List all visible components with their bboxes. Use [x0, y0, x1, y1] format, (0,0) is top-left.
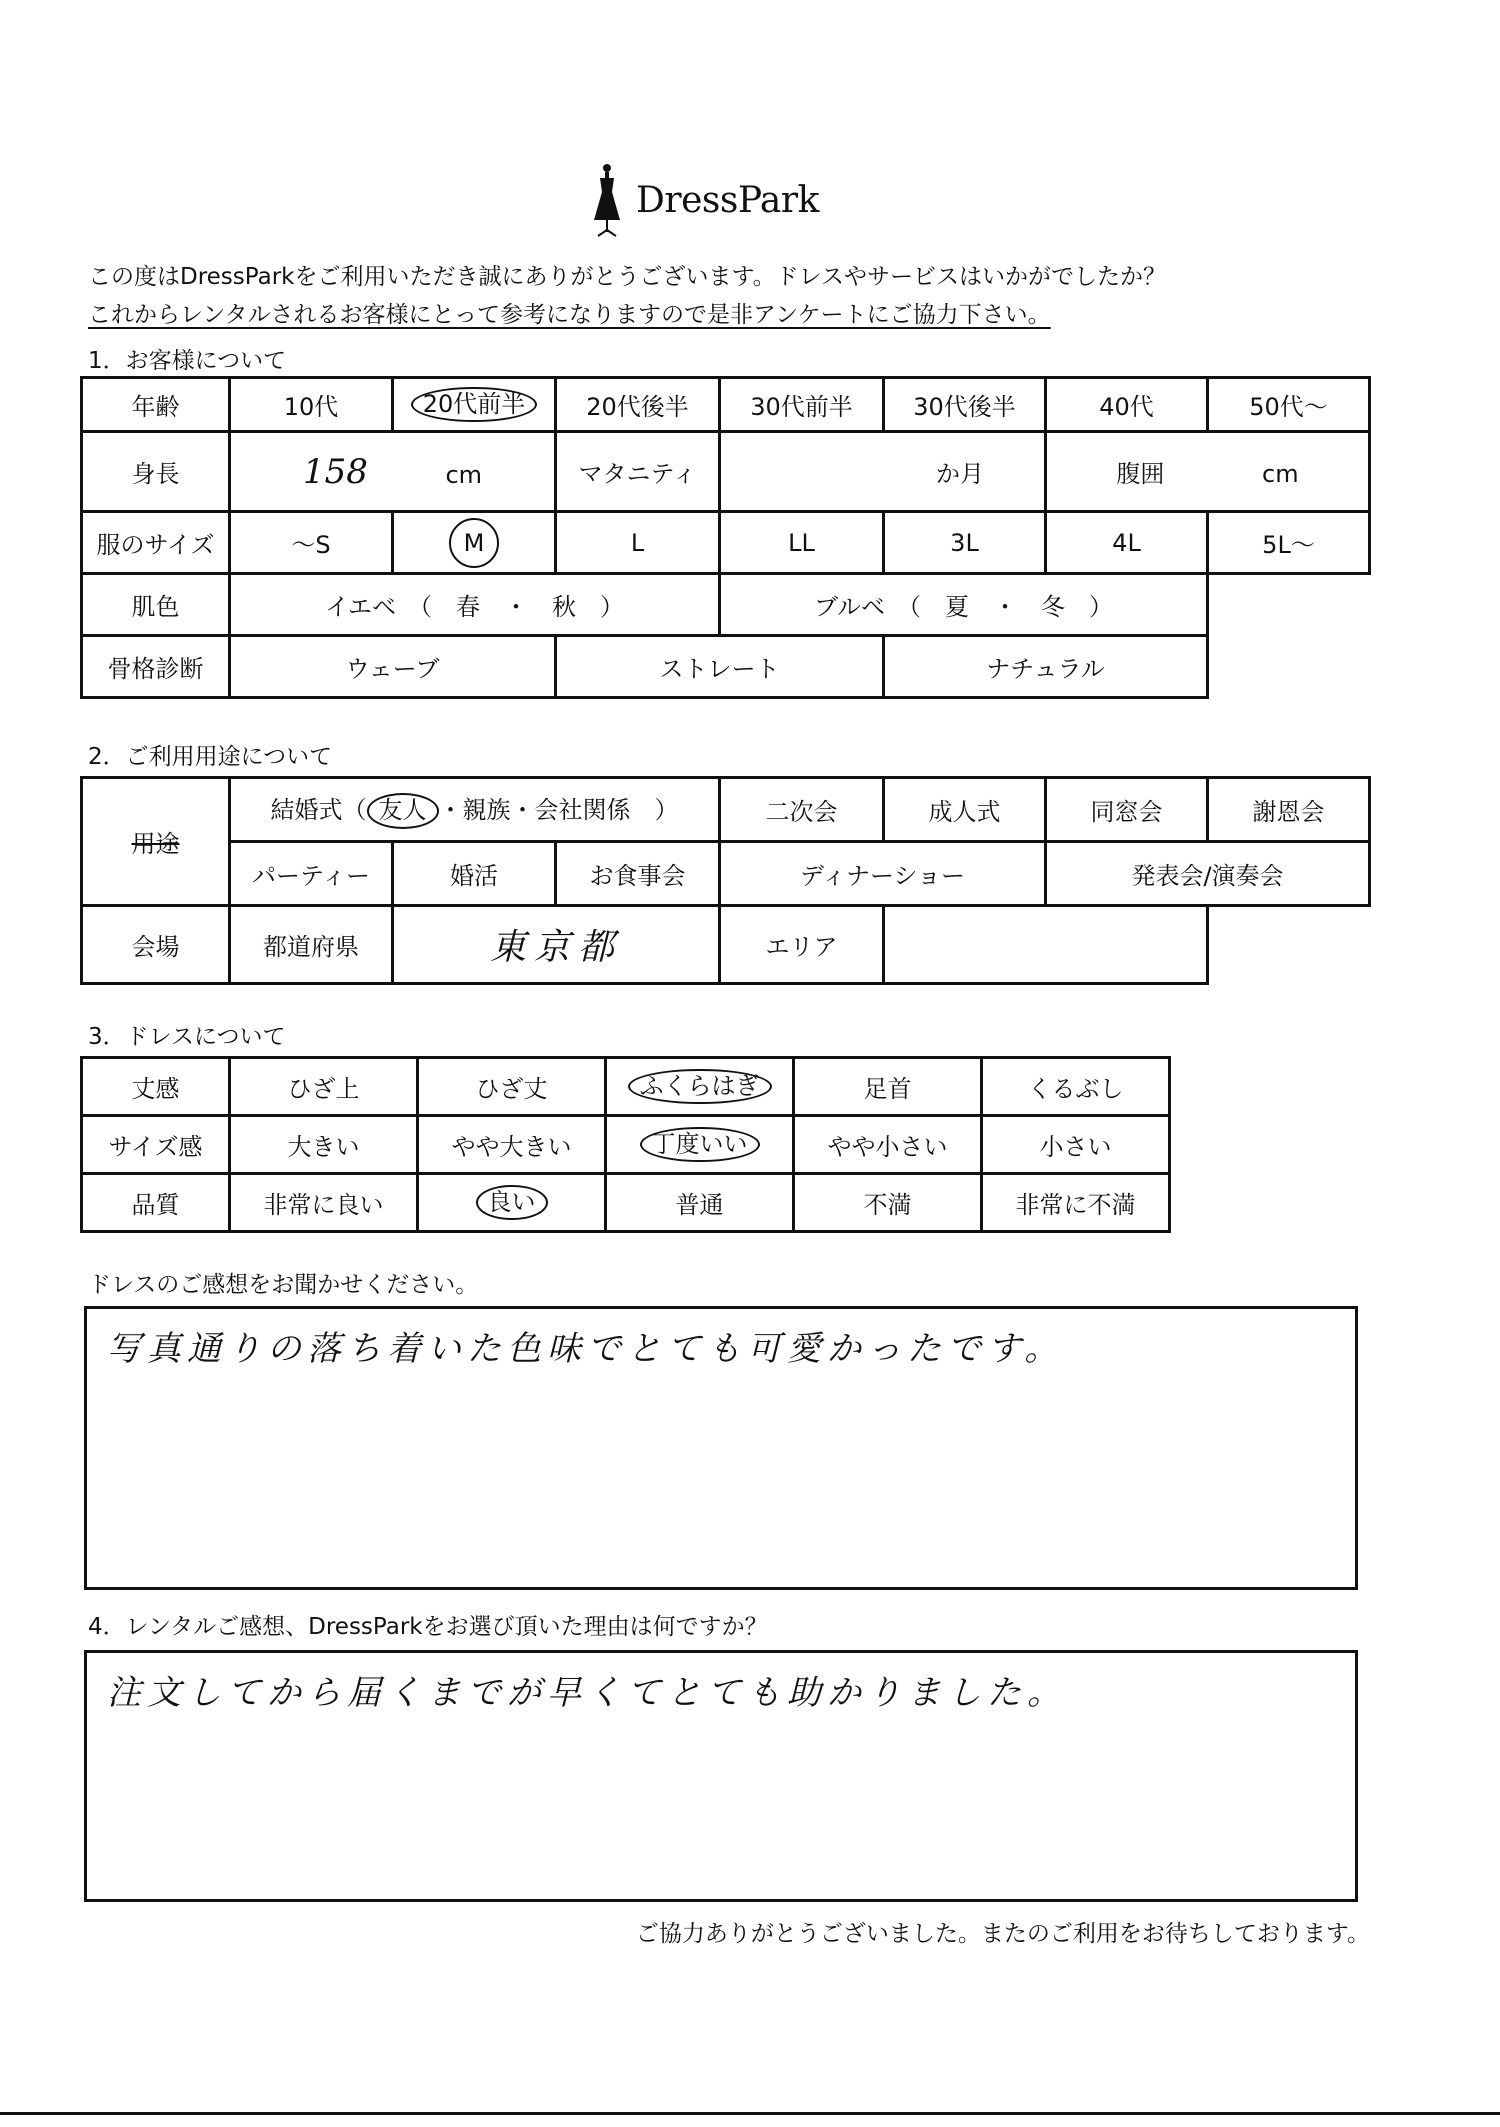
- size-label: 服のサイズ: [82, 512, 230, 574]
- waist-unit: cm: [1262, 460, 1299, 488]
- size-option[interactable]: LL: [720, 512, 884, 574]
- purpose-option[interactable]: お食事会: [556, 842, 720, 906]
- brand-name: DressPark: [636, 179, 819, 221]
- selection-circle: ふくらはぎ: [628, 1069, 772, 1105]
- length-row: [82, 1058, 1170, 1116]
- skin-row: [82, 574, 1370, 636]
- quality-option[interactable]: 非常に良い: [230, 1174, 418, 1232]
- dress-mannequin-icon: [590, 162, 624, 238]
- age-row: [82, 378, 1370, 432]
- customer-table: [80, 376, 1371, 699]
- purpose-option[interactable]: パーティー: [230, 842, 393, 906]
- age-option-selected[interactable]: [393, 378, 556, 432]
- frame-label: 骨格診断: [82, 636, 230, 698]
- maternity-unit: か月: [936, 460, 984, 488]
- area-field[interactable]: [884, 906, 1208, 984]
- size-option[interactable]: 〜S: [230, 512, 393, 574]
- fit-option[interactable]: やや小さい: [794, 1116, 982, 1174]
- venue-label: 会場: [82, 906, 230, 984]
- bottom-rule: [0, 2112, 1500, 2115]
- selection-circle: 20代前半: [411, 387, 538, 423]
- closing-message: ご協力ありがとうございました。またのご利用をお待ちしております。: [635, 1921, 1370, 1947]
- reason-comment-text: 注文してから届くまでが早くてとても助かりました。: [107, 1673, 1067, 1713]
- maternity-field[interactable]: [720, 432, 1046, 512]
- quality-option[interactable]: 非常に不満: [982, 1174, 1170, 1232]
- dress-comment-box[interactable]: [84, 1306, 1358, 1590]
- fit-label: サイズ感: [82, 1116, 230, 1174]
- age-option[interactable]: 10代: [230, 378, 393, 432]
- maternity-label: マタニティ: [556, 432, 720, 512]
- purpose-table: [80, 776, 1371, 985]
- length-option[interactable]: ひざ上: [230, 1058, 418, 1116]
- prefecture-field[interactable]: [393, 906, 720, 984]
- skin-yellow-option[interactable]: イエベ （ 春 ・ 秋 ）: [230, 574, 720, 636]
- quality-label: 品質: [82, 1174, 230, 1232]
- frame-row: [82, 636, 1370, 698]
- age-option[interactable]: 20代後半: [556, 378, 720, 432]
- size-option[interactable]: L: [556, 512, 720, 574]
- fit-option[interactable]: やや大きい: [418, 1116, 606, 1174]
- length-option-selected[interactable]: [606, 1058, 794, 1116]
- waist-label: 腹囲: [1116, 460, 1165, 488]
- selection-circle: 丁度いい: [640, 1127, 760, 1163]
- size-option[interactable]: 3L: [884, 512, 1046, 574]
- length-option[interactable]: 足首: [794, 1058, 982, 1116]
- purpose-option[interactable]: 謝恩会: [1208, 778, 1370, 842]
- quality-row: [82, 1174, 1170, 1232]
- height-label: 身長: [82, 432, 230, 512]
- dress-table: [80, 1056, 1171, 1233]
- length-option[interactable]: くるぶし: [982, 1058, 1170, 1116]
- fit-option[interactable]: 小さい: [982, 1116, 1170, 1174]
- age-option[interactable]: 30代後半: [884, 378, 1046, 432]
- age-option[interactable]: 50代〜: [1208, 378, 1370, 432]
- selection-circle: M: [449, 518, 499, 568]
- height-row: [82, 432, 1370, 512]
- selection-circle: 良い: [476, 1185, 548, 1221]
- size-row: [82, 512, 1370, 574]
- frame-option[interactable]: ストレート: [556, 636, 884, 698]
- section2-heading: 2．ご利用用途について: [88, 744, 333, 770]
- area-label: エリア: [720, 906, 884, 984]
- venue-row: [82, 906, 1370, 984]
- age-option[interactable]: 40代: [1046, 378, 1208, 432]
- purpose-option[interactable]: ディナーショー: [720, 842, 1046, 906]
- selection-circle: 友人: [367, 793, 439, 829]
- length-label: 丈感: [82, 1058, 230, 1116]
- purpose-option[interactable]: 婚活: [393, 842, 556, 906]
- section3-heading: 3．ドレスについて: [88, 1024, 286, 1050]
- waist-field[interactable]: [1046, 432, 1370, 512]
- intro-line-2: これからレンタルされるお客様にとって参考になりますので是非アンケートにご協力下さい。: [88, 302, 1051, 328]
- length-option[interactable]: ひざ丈: [418, 1058, 606, 1116]
- size-option[interactable]: 4L: [1046, 512, 1208, 574]
- size-option-selected[interactable]: [393, 512, 556, 574]
- height-field[interactable]: [230, 432, 556, 512]
- purpose-label: 用途: [82, 778, 230, 906]
- frame-option[interactable]: ウェーブ: [230, 636, 556, 698]
- purpose-row-1: [82, 778, 1370, 842]
- fit-option-selected[interactable]: [606, 1116, 794, 1174]
- skin-label: 肌色: [82, 574, 230, 636]
- purpose-option[interactable]: 発表会/演奏会: [1046, 842, 1370, 906]
- section1-heading: 1．お客様について: [88, 348, 287, 374]
- brand-logo: [590, 160, 850, 240]
- reason-comment-box[interactable]: [84, 1650, 1358, 1902]
- quality-option[interactable]: 普通: [606, 1174, 794, 1232]
- height-value: 158: [302, 451, 368, 492]
- purpose-option[interactable]: 二次会: [720, 778, 884, 842]
- section4-heading: 4．レンタルご感想、DressParkをお選び頂いた理由は何ですか？: [88, 1614, 768, 1640]
- prefecture-value: 東京都: [489, 927, 622, 968]
- dress-comment-prompt: ドレスのご感想をお聞かせください。: [88, 1272, 479, 1298]
- age-option[interactable]: 30代前半: [720, 378, 884, 432]
- size-option[interactable]: 5L〜: [1208, 512, 1370, 574]
- fit-row: [82, 1116, 1170, 1174]
- skin-blue-option[interactable]: ブルベ （ 夏 ・ 冬 ）: [720, 574, 1208, 636]
- wedding-option[interactable]: 結婚式（ 友人 ・親族・会社関係 ）: [230, 778, 720, 842]
- purpose-option[interactable]: 成人式: [884, 778, 1046, 842]
- purpose-row-2: [82, 842, 1370, 906]
- height-unit: cm: [445, 460, 483, 489]
- quality-option-selected[interactable]: [418, 1174, 606, 1232]
- age-label: 年齢: [82, 378, 230, 432]
- purpose-option[interactable]: 同窓会: [1046, 778, 1208, 842]
- dress-comment-text: 写真通りの落ち着いた色味でとても可愛かったです。: [107, 1329, 1065, 1369]
- prefecture-label: 都道府県: [230, 906, 393, 984]
- intro-line-1: この度はDressParkをご利用いただき誠にありがとうございます。ドレスやサービスはいかがでしたか？: [88, 264, 1166, 290]
- quality-option[interactable]: 不満: [794, 1174, 982, 1232]
- frame-option[interactable]: ナチュラル: [884, 636, 1208, 698]
- fit-option[interactable]: 大きい: [230, 1116, 418, 1174]
